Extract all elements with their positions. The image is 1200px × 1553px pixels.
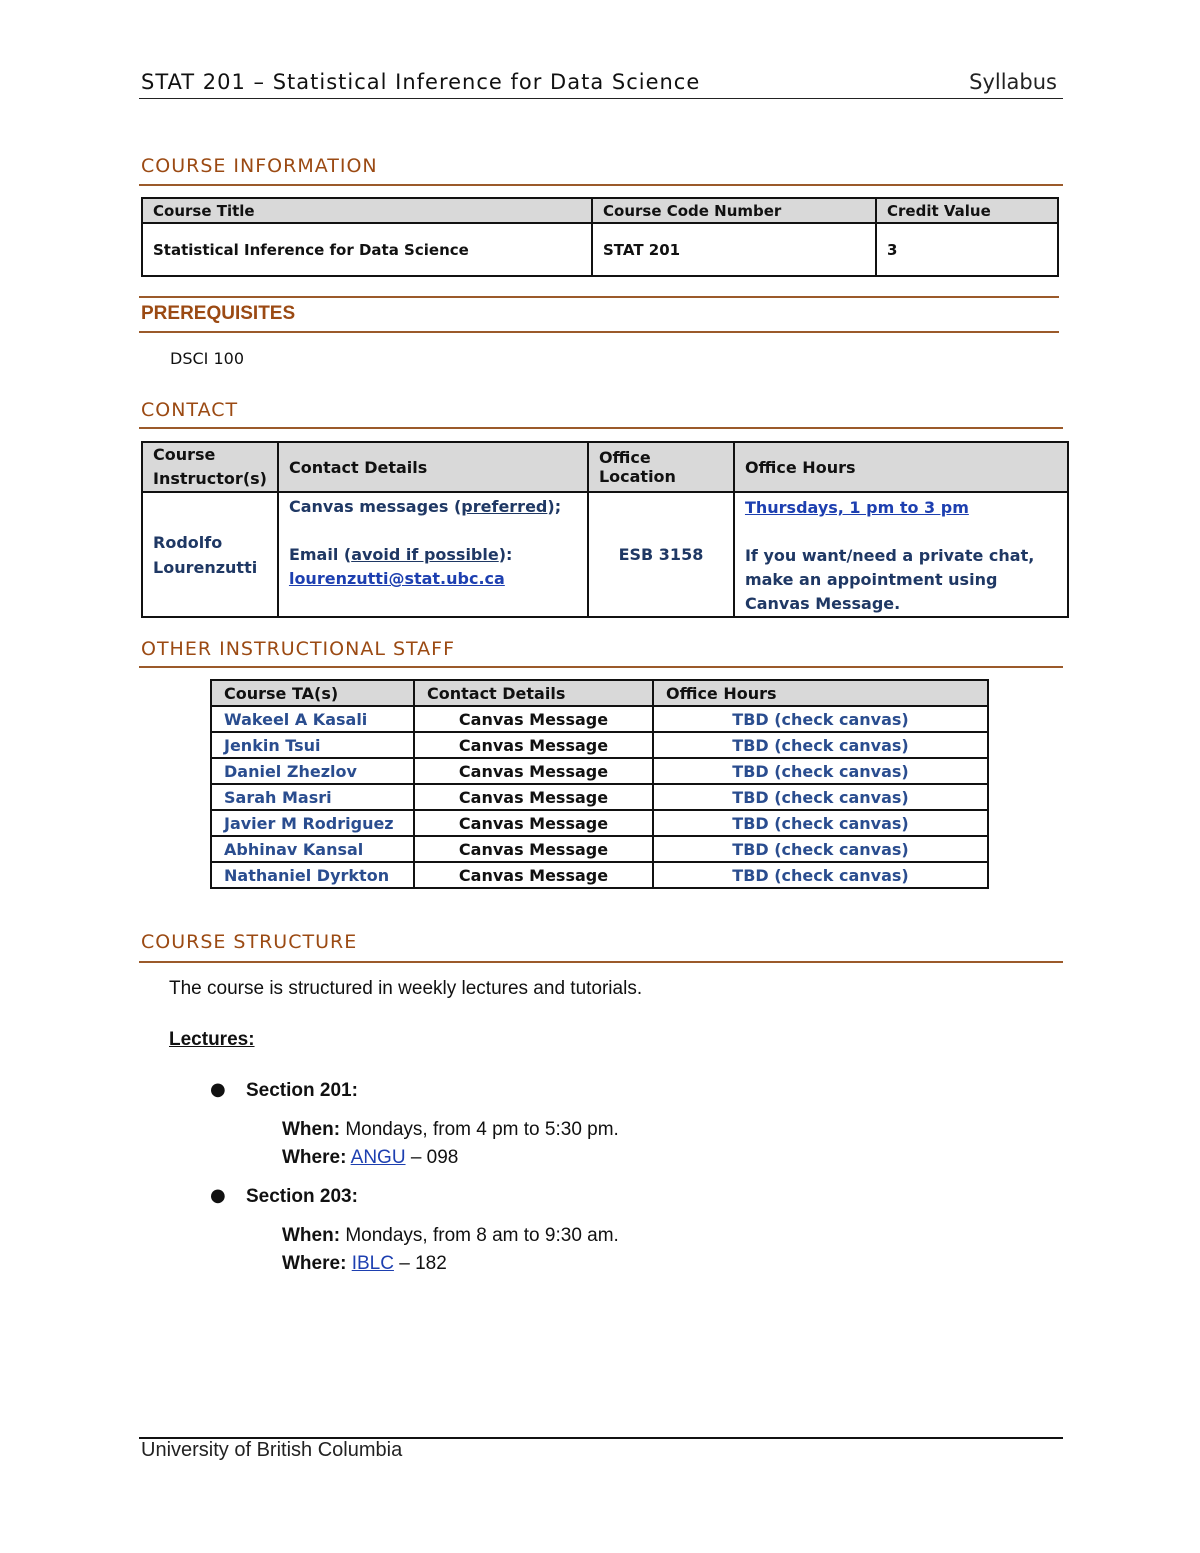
table-row <box>211 732 988 758</box>
ta-hours: TBD (check canvas) <box>653 758 988 784</box>
header-rule <box>139 98 1063 99</box>
room-number: – 182 <box>399 1253 447 1274</box>
contact-details-cell <box>278 492 588 617</box>
section-when <box>282 1225 619 1247</box>
course-structure-heading: COURSE STRUCTURE <box>141 931 358 953</box>
when-label: When: <box>282 1225 341 1246</box>
column-header: Credit Value <box>876 198 1058 223</box>
footer-text: University of British Columbia <box>141 1439 403 1461</box>
ta-name: Wakeel A Kasali <box>211 706 414 732</box>
section-where <box>282 1253 447 1275</box>
course-information-heading: COURSE INFORMATION <box>141 155 378 177</box>
column-header: Office Hours <box>734 442 1068 492</box>
ta-hours: TBD (check canvas) <box>653 706 988 732</box>
ta-contact: Canvas Message <box>414 784 653 810</box>
credit-value-cell: 3 <box>876 223 1058 276</box>
course-structure-rule <box>139 961 1063 963</box>
table-row <box>211 836 988 862</box>
section-when <box>282 1119 619 1141</box>
contact-rule <box>139 427 1063 429</box>
ta-hours: TBD (check canvas) <box>653 784 988 810</box>
room-number: – 098 <box>410 1147 459 1168</box>
course-structure-intro: The course is structured in weekly lectures and tutorials. <box>169 978 643 999</box>
ta-hours: TBD (check canvas) <box>653 836 988 862</box>
office-hours-note: If you want/need a private chat, make an appointment using Canvas Message. <box>744 546 1035 613</box>
prerequisites-bottom-rule <box>139 331 1059 333</box>
email-prefix: Email ( <box>288 545 352 564</box>
ta-name: Abhinav Kansal <box>211 836 414 862</box>
ta-contact: Canvas Message <box>414 810 653 836</box>
table-row <box>211 758 988 784</box>
column-header: Course TA(s) <box>211 680 414 706</box>
office-hours-link[interactable]: Thursdays, 1 pm to 3 pm <box>744 498 969 517</box>
table-row <box>211 810 988 836</box>
column-header: Office Hours <box>653 680 988 706</box>
course-information-rule <box>139 184 1063 186</box>
ta-name: Jenkin Tsui <box>211 732 414 758</box>
canvas-prefix: Canvas messages ( <box>288 497 462 516</box>
ta-hours: TBD (check canvas) <box>653 810 988 836</box>
ta-name: Javier M Rodriguez <box>211 810 414 836</box>
when-value: Mondays, from 4 pm to 5:30 pm. <box>345 1119 619 1140</box>
ta-name: Sarah Masri <box>211 784 414 810</box>
when-value: Mondays, from 8 am to 9:30 am. <box>345 1225 619 1246</box>
canvas-suffix: ); <box>547 497 562 516</box>
other-staff-heading: OTHER INSTRUCTIONAL STAFF <box>141 638 455 660</box>
ta-name: Nathaniel Dyrkton <box>211 862 414 888</box>
ta-contact: Canvas Message <box>414 706 653 732</box>
ta-contact: Canvas Message <box>414 758 653 784</box>
course-information-table <box>141 197 1059 277</box>
email-suffix: ): <box>498 545 513 564</box>
instructor-name: Rodolfo Lourenzutti <box>142 492 278 617</box>
ta-hours: TBD (check canvas) <box>653 862 988 888</box>
avoid-text: avoid if possible <box>351 545 499 564</box>
office-hours-cell <box>734 492 1068 617</box>
table-row <box>211 784 988 810</box>
document-type: Syllabus <box>969 70 1057 94</box>
ta-table <box>210 679 989 889</box>
ta-name: Daniel Zhezlov <box>211 758 414 784</box>
column-header: Course Code Number <box>592 198 876 223</box>
office-location: ESB 3158 <box>588 492 734 617</box>
contact-table <box>141 441 1069 618</box>
instructor-email-link[interactable]: lourenzutti@stat.ubc.ca <box>288 569 505 588</box>
building-link[interactable]: IBLC <box>351 1253 394 1274</box>
lectures-label: Lectures: <box>169 1029 255 1050</box>
prerequisite-course: DSCI 100 <box>170 349 244 368</box>
column-header: Contact Details <box>278 442 588 492</box>
bullet-icon: ● <box>210 1185 226 1206</box>
where-label: Where: <box>282 1147 347 1168</box>
ta-hours: TBD (check canvas) <box>653 732 988 758</box>
course-code-cell: STAT 201 <box>592 223 876 276</box>
section-title: Section 203: <box>246 1186 358 1207</box>
column-header: Course Title <box>142 198 592 223</box>
ta-contact: Canvas Message <box>414 862 653 888</box>
prerequisites-heading: PREREQUISITES <box>141 303 296 324</box>
preferred-text: preferred <box>461 497 548 516</box>
column-header: Office Location <box>588 442 734 492</box>
bullet-icon: ● <box>210 1079 226 1100</box>
ta-contact: Canvas Message <box>414 836 653 862</box>
section-where <box>282 1147 458 1169</box>
table-row <box>211 706 988 732</box>
other-staff-rule <box>139 666 1063 668</box>
ta-contact: Canvas Message <box>414 732 653 758</box>
section-title: Section 201: <box>246 1080 358 1101</box>
table-row <box>211 862 988 888</box>
where-label: Where: <box>282 1253 347 1274</box>
column-header: Course Instructor(s) <box>142 442 278 492</box>
document-title: STAT 201 – Statistical Inference for Data Science <box>141 70 701 94</box>
column-header: Contact Details <box>414 680 653 706</box>
contact-heading: CONTACT <box>141 399 239 421</box>
when-label: When: <box>282 1119 341 1140</box>
prerequisites-top-rule <box>139 296 1059 298</box>
building-link[interactable]: ANGU <box>350 1147 406 1168</box>
course-title-cell: Statistical Inference for Data Science <box>142 223 592 276</box>
